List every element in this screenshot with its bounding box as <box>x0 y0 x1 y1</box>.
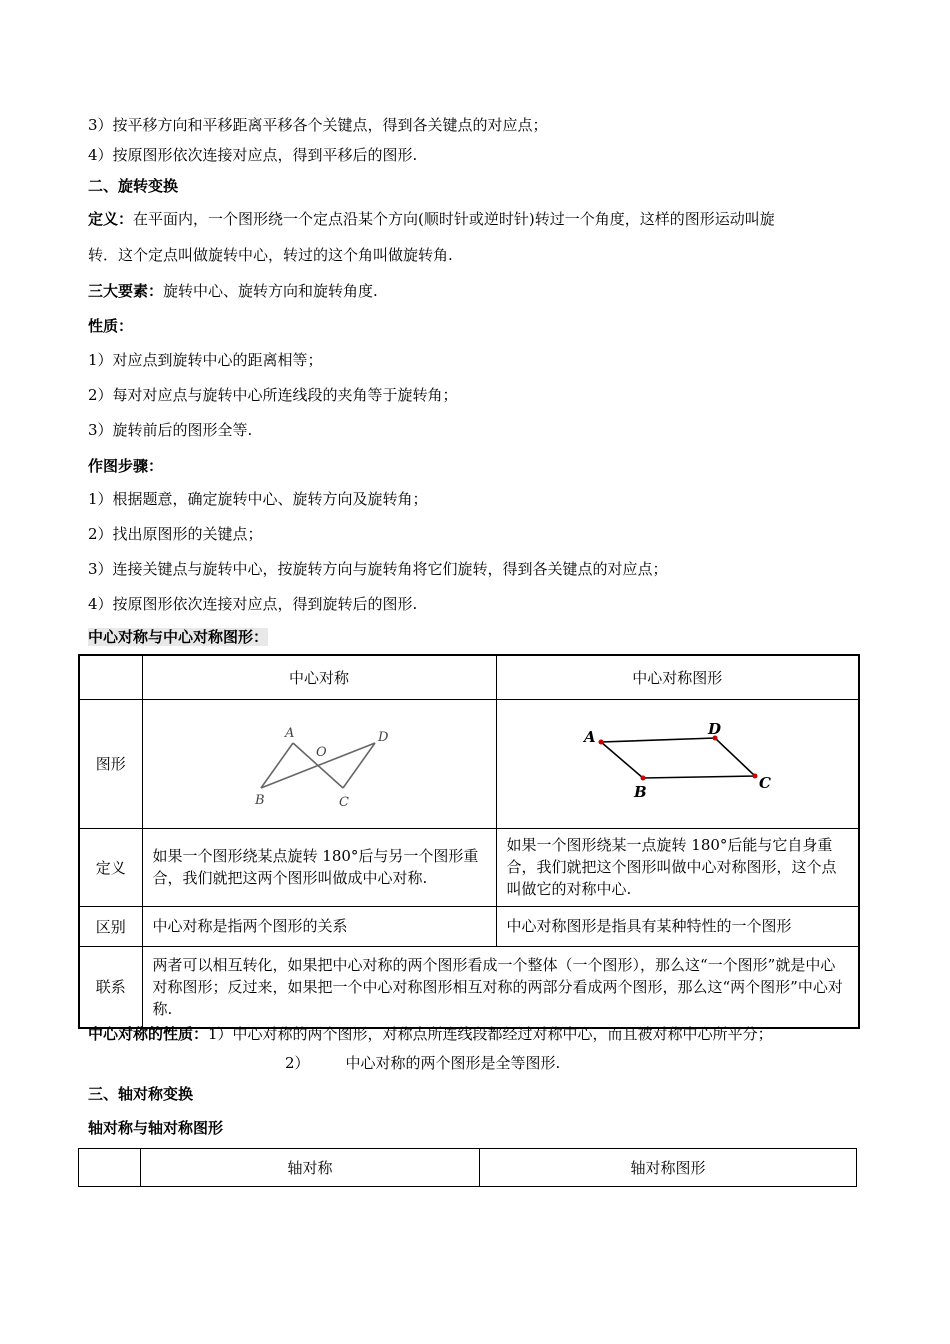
central-table-title <box>88 627 268 647</box>
difference-cell-1 <box>142 906 496 946</box>
table-row-definition <box>79 828 859 906</box>
steps-label: 作图步骤： <box>88 457 164 475</box>
translation-step-4: 4）按原图形依次连接对应点，得到平移后的图形. <box>88 146 418 164</box>
table-row-figure <box>79 699 859 828</box>
label-b: B <box>254 792 265 808</box>
axial-table-header-row <box>79 1149 857 1187</box>
property-item-1: 1）对应点到旋转中心的距离相等； <box>88 351 323 369</box>
rotation-definition-line1 <box>88 209 775 229</box>
definition-label: 定义： <box>88 210 134 228</box>
translation-step-3: 3）按平移方向和平移距离平移各个关键点，得到各关键点的对应点； <box>88 116 548 134</box>
axial-subheading: 轴对称与轴对称图形 <box>88 1119 224 1137</box>
parallelogram-diagram <box>497 700 860 824</box>
definition-cell-2 <box>496 828 859 906</box>
point-b <box>640 775 645 780</box>
header-central-symmetric-figure: 中心对称图形 <box>496 655 859 699</box>
step-item-4: 4）按原图形依次连接对应点，得到旋转后的图形. <box>88 595 418 613</box>
label-o: O <box>315 744 327 760</box>
header-central-symmetry: 中心对称 <box>142 655 496 699</box>
relation-text: 两者可以相互转化，如果把中心对称的两个图形看成一个整体（一个图形），那么这“一个图形”就是中心对称图形；反过来，如果把一个中心对称图形相互对称的两部分看成两个图形，那么这“两个图形”中心对称. <box>152 955 843 1018</box>
central-symmetry-table <box>78 654 860 1029</box>
difference-col1-text: 中心对称是指两个图形的关系 <box>152 917 348 935</box>
figure-cell-central-symmetric-figure <box>496 699 859 828</box>
relation-cell <box>142 946 859 1028</box>
elements-text: 旋转中心、旋转方向和旋转角度. <box>163 282 378 300</box>
row-label-relation: 联系 <box>79 946 142 1028</box>
point-a <box>598 739 603 744</box>
properties-label: 性质： <box>88 317 134 335</box>
axial-symmetry-table <box>78 1148 857 1187</box>
rotation-elements <box>88 281 378 301</box>
label-a: A <box>583 727 596 746</box>
definition-text: 在平面内，一个图形绕一个定点沿某个方向(顺时针或逆时针)转过一个角度，这样的图形运动叫旋 <box>133 210 775 228</box>
step-item-2: 2）找出原图形的关键点； <box>88 525 263 543</box>
property-item-2: 2）每对对应点与旋转中心所连线段的夹角等于旋转角； <box>88 386 458 404</box>
step-item-1: 1）根据题意，确定旋转中心、旋转方向及旋转角； <box>88 490 428 508</box>
definition-col1-text: 如果一个图形绕某点旋转 180°后与另一个图形重合，我们就把这两个图形叫做成中心对称. <box>152 847 479 887</box>
header-axial-symmetry: 轴对称 <box>141 1149 480 1187</box>
central-properties-item2 <box>285 1053 560 1073</box>
label-d: D <box>377 729 388 745</box>
empty-header-cell <box>79 655 142 699</box>
property-item-3: 3）旋转前后的图形全等. <box>88 421 253 439</box>
definition-col2-text: 如果一个图形绕某一点旋转 180°后能与它自身重合，我们就把这个图形叫做中心对称图形，这个点叫做它的对称中心. <box>506 836 837 898</box>
axial-empty-header-cell <box>79 1149 141 1187</box>
label-c: C <box>758 773 771 792</box>
table-row-relation <box>79 946 859 1028</box>
header-axial-symmetric-figure: 轴对称图形 <box>480 1149 857 1187</box>
central-properties-item1 <box>88 1024 773 1044</box>
central-properties-item2-text: 中心对称的两个图形是全等图形. <box>345 1054 561 1072</box>
label-a: A <box>284 725 294 741</box>
table-row-difference <box>79 906 859 946</box>
difference-cell-2 <box>496 906 859 946</box>
central-table-title-text: 中心对称与中心对称图形： <box>88 628 269 646</box>
row-label-figure: 图形 <box>79 699 142 828</box>
table-header-row <box>79 655 859 699</box>
axial-heading: 三、轴对称变换 <box>88 1085 194 1103</box>
rotation-heading: 二、旋转变换 <box>88 177 179 195</box>
label-b: B <box>633 782 647 801</box>
difference-col2-text: 中心对称图形是指具有某种特性的一个图形 <box>506 917 792 935</box>
elements-label: 三大要素： <box>88 282 164 300</box>
parallelogram-abcd <box>601 738 755 778</box>
row-label-difference: 区别 <box>79 906 142 946</box>
label-d: D <box>707 719 721 738</box>
point-c <box>752 773 757 778</box>
central-symmetry-diagram <box>143 700 497 824</box>
figure-cell-central-symmetry <box>142 699 496 828</box>
central-properties-label: 中心对称的性质： <box>88 1025 209 1043</box>
row-label-definition: 定义 <box>79 828 142 906</box>
definition-cell-1 <box>142 828 496 906</box>
rotation-definition-line2: 转．这个定点叫做旋转中心，转过的这个角叫做旋转角. <box>88 246 453 264</box>
central-properties-item2-num: 2） <box>285 1054 310 1072</box>
central-properties-item1-text: 1）中心对称的两个图形，对称点所连线段都经过对称中心，而且被对称中心所平分； <box>208 1025 773 1043</box>
label-c: C <box>338 794 349 810</box>
step-item-3: 3）连接关键点与旋转中心，按旋转方向与旋转角将它们旋转，得到各关键点的对应点； <box>88 560 668 578</box>
